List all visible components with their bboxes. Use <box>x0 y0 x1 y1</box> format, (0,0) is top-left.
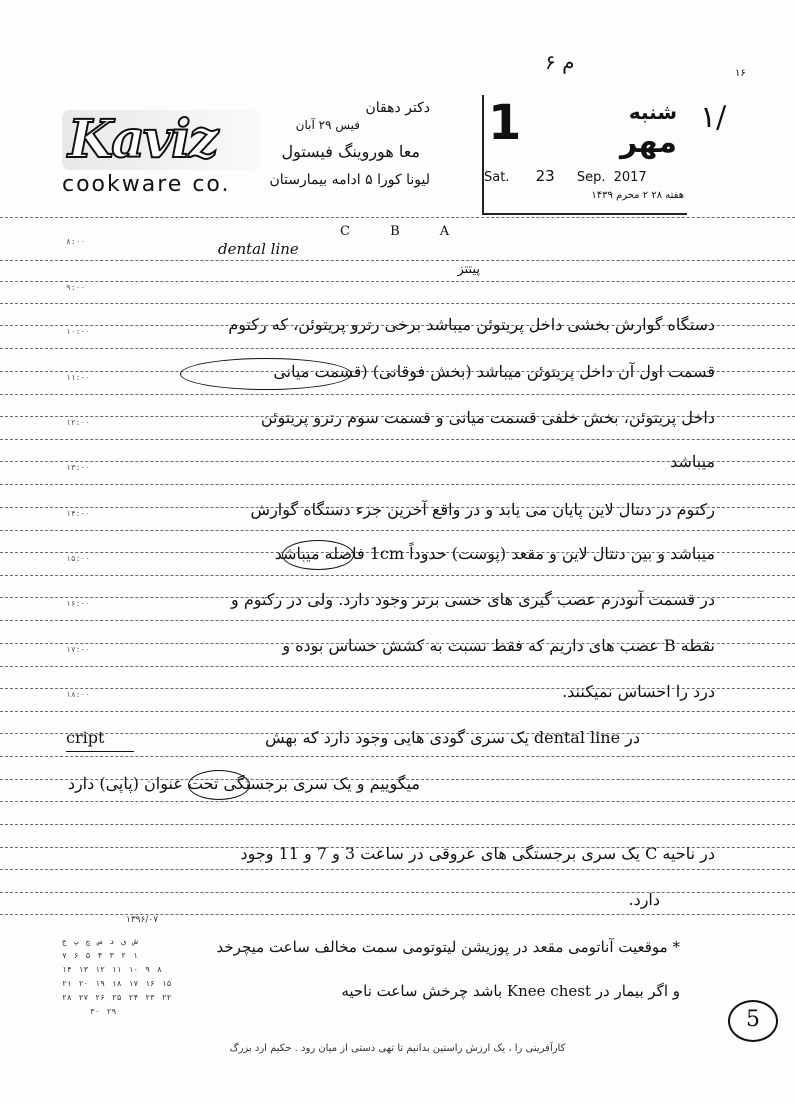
calendar-cell: ۱۹ <box>95 979 105 988</box>
calendar-cell: ۲۳ <box>145 993 155 1002</box>
corner-mark-top: م ۶ <box>545 50 575 74</box>
year-en: 2017 <box>613 170 647 185</box>
brand-block <box>62 110 262 197</box>
note-cript: cript <box>66 728 105 747</box>
calendar-cell: ۸ <box>157 965 162 974</box>
hour-label: ۱۳:۰۰ <box>66 463 91 472</box>
calendar-cell: ۲۱ <box>62 979 72 988</box>
calendar-cell: ۶ <box>73 951 79 960</box>
hour-label: ۱۷:۰۰ <box>66 645 91 654</box>
ruled-line <box>0 711 795 713</box>
note-line-14: * موقعیت آناتومی مقعد در پوزیشن لیتوتومی سمت مخالف ساعت میچرخد <box>216 938 680 956</box>
calendar-cell: ۲۴ <box>128 993 139 1002</box>
ruled-line <box>0 575 795 577</box>
calendar-cell: ۱۰ <box>128 965 139 974</box>
calendar-row <box>62 963 171 977</box>
note-line-3: داخل پریتوئن، بخش خلفی قسمت میانی و قسمت سوم رترو پریتوئن <box>260 408 715 427</box>
note-line-12: در ناحیه C یک سری برجستگی های عروقی در ساعت 3 و 7 و 11 وجود <box>240 844 715 863</box>
calendar-cell: ۳۰ <box>90 1007 100 1016</box>
calendar-cell: ۱۵ <box>161 979 172 988</box>
ruled-line <box>0 801 795 803</box>
ruled-line <box>0 439 795 441</box>
ruled-line <box>0 620 795 622</box>
page-number-mark: 5 <box>728 1000 778 1042</box>
note-extra: لیونا کورا ۵ ادامه بیمارستان <box>269 172 430 188</box>
note-line-15: و اگر بیمار در Knee chest باشد چرخش ساعت ناحیه <box>341 982 680 1000</box>
calendar-header-row <box>62 935 171 949</box>
calendar-cell: ۲۶ <box>95 993 105 1002</box>
circle-mark <box>188 770 250 800</box>
gregorian-date <box>484 167 651 185</box>
note-line-10: در dental line یک سری گودی هایی وجود دارد که بهش <box>265 728 640 747</box>
title-labels: C B A <box>340 224 468 239</box>
calendar-cell: د <box>109 937 115 946</box>
calendar-cell: ۱۲ <box>95 965 105 974</box>
note-line-9: درد را احساس نمیکنند. <box>562 682 715 701</box>
note-date: فیس ۲۹ آبان <box>295 118 360 132</box>
calendar-cell: ش <box>132 937 138 946</box>
hour-label: ۱۰:۰۰ <box>66 327 91 336</box>
calendar-cell: ی <box>121 937 126 946</box>
calendar-row <box>62 977 171 991</box>
title-sub: پیتتز <box>457 262 480 277</box>
calendar-cell: ۲۸ <box>62 993 72 1002</box>
calendar-year: ۱۳۹۶/۰۷ <box>126 915 159 925</box>
hour-label: ۱۲:۰۰ <box>66 418 91 427</box>
day-name: شنبه <box>628 100 677 124</box>
ruled-line <box>0 281 795 283</box>
calendar-cell: ۱۴ <box>62 965 72 974</box>
calendar-cell: ۱۳ <box>78 965 89 974</box>
calendar-cell: ۲۷ <box>78 993 89 1002</box>
ruled-line <box>0 394 795 396</box>
day-number: 1 <box>488 95 522 151</box>
hour-label: ۱۸:۰۰ <box>66 690 91 699</box>
ruled-line <box>0 530 795 532</box>
note-line-1: دستگاه گوارش بخشی داخل پریتوئن میباشد برخی رترو پریتوئن، که رکتوم <box>228 315 715 334</box>
note-line-13: دارد. <box>628 890 660 909</box>
calendar-cell: ۱۸ <box>111 979 122 988</box>
hour-label: ۱۶:۰۰ <box>66 599 91 608</box>
calendar-cell: س <box>97 937 103 946</box>
note-line-7: در قسمت آنودرم عصب گیری های حسی برتر وجود دارد. ولی در رکتوم و <box>231 590 715 609</box>
ruled-line <box>0 756 795 758</box>
hour-label: ۸:۰۰ <box>66 237 86 246</box>
title-dental-line: dental line <box>218 240 299 258</box>
calendar-cell: ۲۵ <box>111 993 122 1002</box>
calendar-cell: ۳ <box>109 951 115 960</box>
ruled-line <box>0 824 795 826</box>
calendar-cell: ۱۱ <box>111 965 122 974</box>
circle-mark <box>282 540 354 570</box>
ruled-line <box>0 348 795 350</box>
ruled-line <box>0 303 795 305</box>
brand-subtitle: cookware co. <box>62 172 231 197</box>
mini-calendar <box>62 935 171 1019</box>
note-doctor: دکتر دهقان <box>365 100 430 116</box>
ruled-line <box>0 914 795 916</box>
ruled-line <box>0 666 795 668</box>
note-line-8: نقطه B عصب های داریم که فقط نسبت به کشش حساس بوده و <box>282 636 715 655</box>
footer-quote: کارآفرینی را ، یک ارزش راستین بدانیم تا تهی دستی از میان رود . حکیم ارد بزرگ <box>229 1043 566 1054</box>
note-line-11: میگوییم و یک سری برجستگی تحت عنوان (پاپی) دارد <box>67 774 420 793</box>
hijri-date: هفته ۲۸ ۲ محرم ۱۴۳۹ <box>591 190 684 201</box>
note-line-4: میباشد <box>670 452 715 471</box>
ruled-line <box>0 869 795 871</box>
calendar-cell: ۵ <box>85 951 91 960</box>
calendar-cell: ۱ <box>132 951 138 960</box>
month-name: مهر <box>619 125 677 160</box>
calendar-cell: ۲۰ <box>78 979 89 988</box>
hour-label: ۱۱:۰۰ <box>66 373 91 382</box>
note-line-6: میباشد و بین دنتال لاین و مقعد (پوست) حدوداً 1cm فاصله میباشد <box>274 544 715 563</box>
underline-mark <box>66 751 134 752</box>
calendar-cell: پ <box>73 937 79 946</box>
day-en: 23 <box>535 167 555 185</box>
ruled-line <box>0 217 795 219</box>
calendar-row <box>62 991 171 1005</box>
ruled-line <box>0 484 795 486</box>
note-topic: معا هوروینگ فیستول <box>281 142 420 161</box>
calendar-cell: ۷ <box>62 951 67 960</box>
calendar-cell: ۴ <box>97 951 103 960</box>
corner-mark-side: ١/ <box>700 100 727 135</box>
calendar-row <box>62 949 171 963</box>
note-line-5: رکتوم در دنتال لاین پایان می یابد و در واقع آخرین جزء دستگاه گوارش <box>250 500 715 519</box>
calendar-cell: چ <box>85 937 91 946</box>
brand-logo: Kaviz <box>62 110 262 170</box>
ruled-line <box>0 260 795 262</box>
note-line-2: قسمت اول آن داخل پریتوئن میباشد (بخش فوقانی) (قسمت میانی <box>273 362 715 381</box>
calendar-cell: ۹ <box>145 965 151 974</box>
calendar-cell: ۱۶ <box>145 979 155 988</box>
calendar-cell: ۲ <box>121 951 126 960</box>
hour-label: ۹:۰۰ <box>66 283 86 292</box>
calendar-cell: ۲۲ <box>161 993 172 1002</box>
calendar-cell: ج <box>62 937 67 946</box>
calendar-cell: ۱۷ <box>128 979 139 988</box>
calendar-cell: ۲۹ <box>106 1007 117 1016</box>
corner-mark-far: ۱۶ <box>735 68 746 79</box>
date-box <box>482 95 687 215</box>
circle-mark <box>180 358 352 390</box>
hour-label: ۱۵:۰۰ <box>66 554 91 563</box>
weekday-en: Sat. <box>484 170 510 185</box>
hour-label: ۱۴:۰۰ <box>66 509 91 518</box>
calendar-row <box>62 1005 171 1019</box>
month-en: Sep. <box>576 170 606 185</box>
